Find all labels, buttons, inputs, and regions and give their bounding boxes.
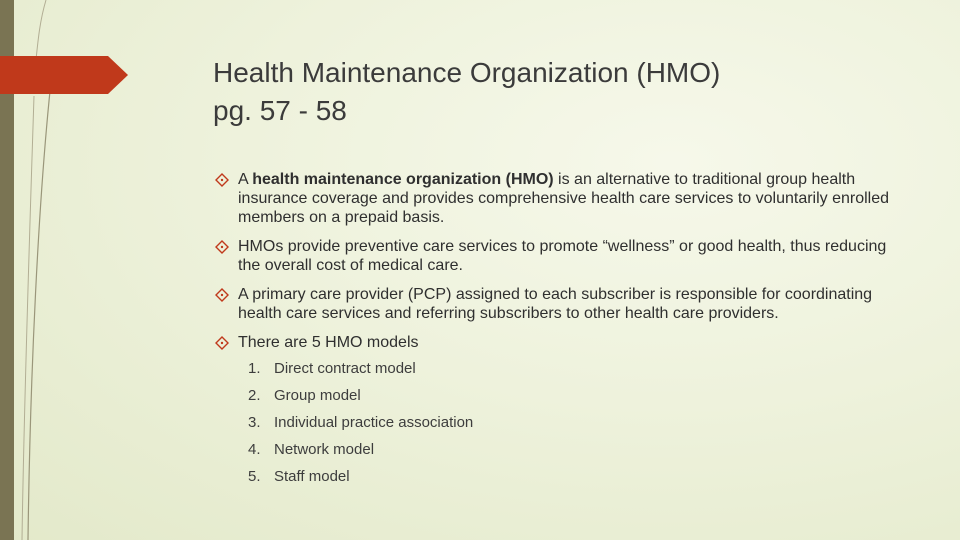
bullet-pcp [215, 285, 905, 323]
list-item-number: 4. [248, 441, 261, 458]
list-item-label: Direct contract model [274, 360, 416, 377]
list-item-label: Group model [274, 387, 361, 404]
bullet-text: HMOs provide preventive care services to promote “wellness” or good health, thus reducing the overall cost of medical care. [238, 238, 887, 274]
list-item-label: Staff model [274, 468, 350, 485]
decorative-curve-3 [36, 0, 46, 60]
slide-content [215, 170, 905, 495]
list-item [248, 414, 905, 432]
title-line-2: pg. 57 - 58 [213, 95, 347, 126]
diamond-outline-icon [215, 173, 229, 187]
list-item-number: 2. [248, 387, 261, 404]
list-item-number: 5. [248, 468, 261, 485]
decorative-curve-2 [22, 96, 34, 540]
hmo-models-list [215, 360, 905, 486]
title-accent-tab [0, 56, 128, 94]
bullet-hmo-models [215, 333, 905, 352]
bullet-text: A primary care provider (PCP) assigned to each subscriber is responsible for coordinating health care services and referring subscribers to other health care providers. [238, 286, 873, 322]
diamond-outline-icon [215, 240, 229, 254]
bullet-hmo-definition [215, 170, 905, 227]
bullet-text-post: is an alternative to traditional group health insurance coverage and provides comprehensive health care services to voluntarily enrolled members on a prepaid basis. [238, 171, 890, 226]
list-item [248, 387, 905, 405]
list-item [248, 360, 905, 378]
list-item [248, 468, 905, 486]
page-title [213, 54, 913, 130]
bullet-text-pre: A [238, 171, 253, 188]
bullet-text: There are 5 HMO models [238, 334, 419, 351]
diamond-outline-icon [215, 288, 229, 302]
decorative-curve-1 [28, 72, 52, 540]
list-item-label: Network model [274, 441, 375, 458]
bullet-text-bold: health maintenance organization (HMO) [252, 171, 554, 188]
list-item [248, 441, 905, 459]
list-item-number: 1. [248, 360, 261, 377]
list-item-label: Individual practice association [274, 414, 474, 431]
diamond-outline-icon [215, 336, 229, 350]
bullet-preventive-care [215, 237, 905, 275]
list-item-number: 3. [248, 414, 261, 431]
title-line-1: Health Maintenance Organization (HMO) [213, 57, 721, 88]
